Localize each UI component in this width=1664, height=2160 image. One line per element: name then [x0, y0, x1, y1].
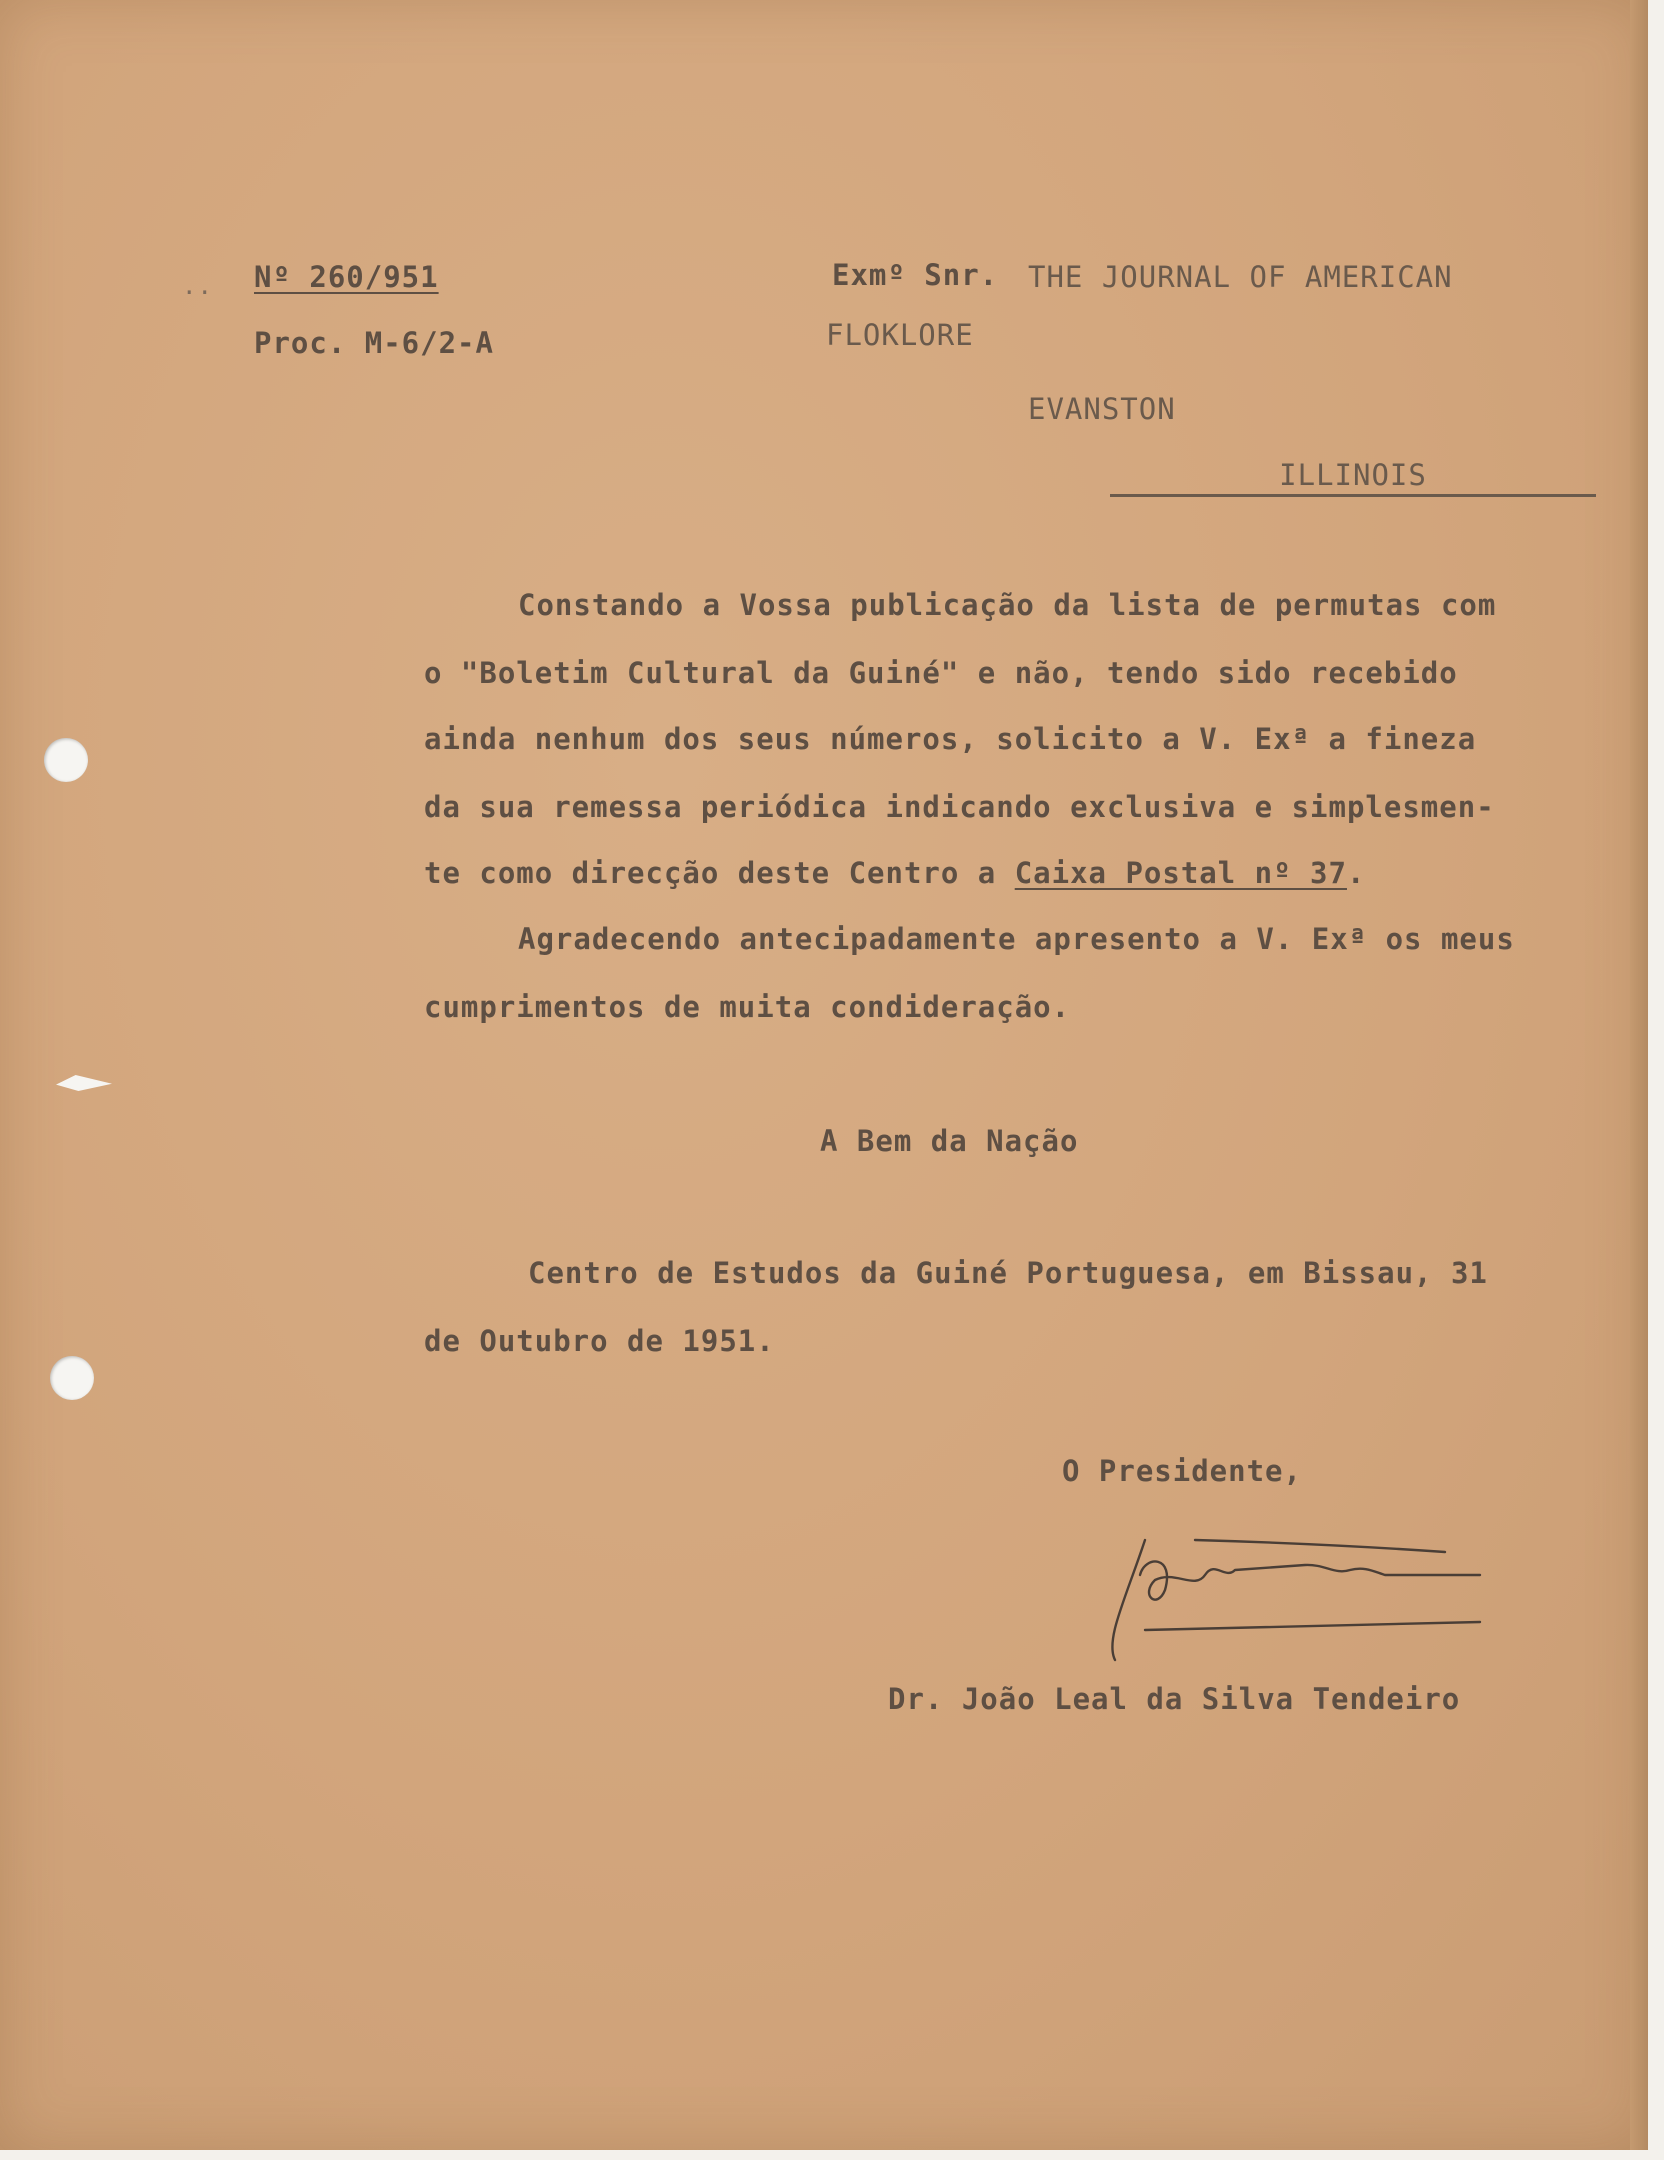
punch-hole-bottom: [50, 1356, 94, 1400]
margin-mark: ..: [182, 272, 213, 300]
addressee-name-line2: FLOKLORE: [826, 318, 974, 352]
postal-address: Caixa Postal nº 37: [1014, 856, 1347, 890]
body-p1-line4: da sua remessa periódica indicando exclusiva e simplesmen-: [424, 790, 1495, 824]
body-p1-line1: Constando a Vossa publicação da lista de permutas com: [518, 588, 1497, 622]
signatory-title: O Presidente,: [1062, 1454, 1302, 1488]
addressee-city: EVANSTON: [1028, 392, 1176, 426]
place-date-line1: Centro de Estudos da Guiné Portuguesa, em Bissau, 31: [528, 1256, 1488, 1290]
punch-hole-top: [44, 738, 88, 782]
paper-edge: [1630, 0, 1648, 2150]
body-p2-line2: cumprimentos de muita condideração.: [424, 990, 1071, 1024]
closing-motto: A Bem da Nação: [820, 1124, 1079, 1158]
paper-tear: [56, 1075, 112, 1091]
body-p1-line3: ainda nenhum dos seus números, solicito a V. Exª a fineza: [424, 722, 1477, 756]
handwritten-signature: [1085, 1520, 1505, 1670]
body-p1-line5-suffix: .: [1346, 856, 1366, 890]
addressee-name-line1: THE JOURNAL OF AMERICAN: [1028, 260, 1453, 294]
body-p1-line5-prefix: te como direcção deste Centro a: [424, 856, 1015, 890]
body-p1-line5: [424, 856, 1365, 890]
body-p2-line1: Agradecendo antecipadamente apresento a V. Exª os meus: [518, 922, 1515, 956]
signatory-name: Dr. João Leal da Silva Tendeiro: [888, 1682, 1461, 1716]
addressee-salutation: Exmº Snr.: [832, 258, 999, 292]
reference-number: Nº 260/951: [254, 260, 439, 294]
addressee-state: [1110, 458, 1596, 497]
place-date-line2: de Outubro de 1951.: [424, 1324, 775, 1358]
body-p1-line2: o "Boletim Cultural da Guiné" e não, tendo sido recebido: [424, 656, 1458, 690]
addressee-state-text: ILLINOIS: [1279, 458, 1427, 492]
process-number: Proc. M-6/2-A: [254, 326, 494, 360]
